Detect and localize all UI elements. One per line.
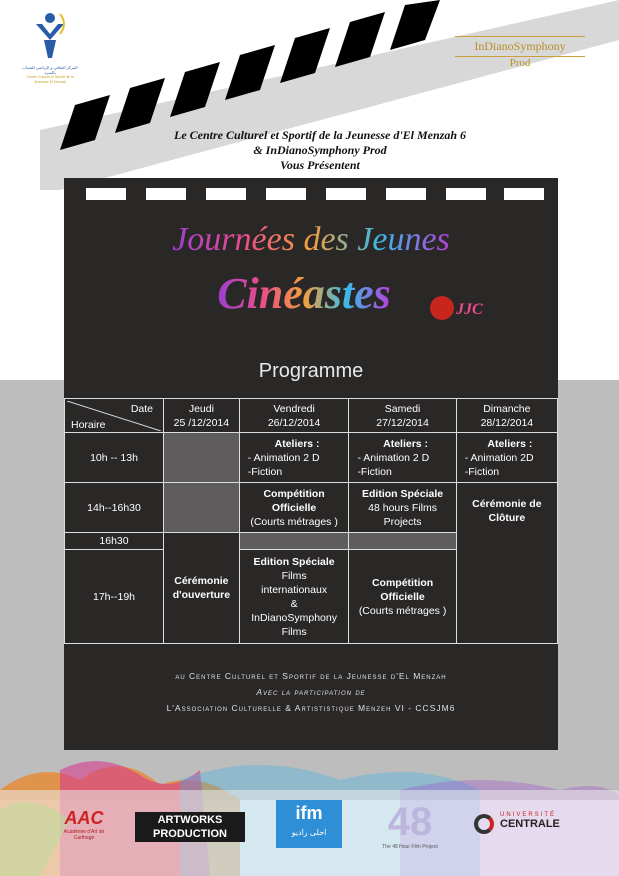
universite-centrale-logo <box>470 812 570 838</box>
universite-mark-icon <box>474 814 494 834</box>
ceremonie-ouverture <box>164 533 240 644</box>
day-header-vendredi <box>239 399 349 433</box>
footer-line1: au Centre Culturel et Sportif de la Jeunesse d'El Menzah <box>175 671 447 681</box>
title-line2: Cinéastes <box>217 269 391 318</box>
footer-line3: L'Association Culturelle & Artististique Menzeh VI - CCSJM6 <box>166 703 456 713</box>
title-line1: Journées des Jeunes <box>172 221 450 258</box>
event-line: 48 hours Films <box>368 501 437 514</box>
centre-culturel-logo <box>20 10 80 90</box>
event-line: Compétition <box>371 576 434 589</box>
logo-right-line2: Prod <box>509 57 531 69</box>
intro-line1: Le Centre Culturel et Sportif de la Jeunesse d'El Menzah 6 <box>173 128 467 142</box>
day-header-samedi <box>349 399 456 433</box>
time-cell: 14h--16h30 <box>65 483 164 533</box>
day-name: Dimanche <box>483 402 531 415</box>
ateliers-item: - Animation 2D <box>464 451 534 464</box>
ifm-logo <box>276 800 342 848</box>
ateliers-item: - Animation 2 D <box>357 451 430 464</box>
time-cell: 10h -- 13h <box>65 433 164 483</box>
event-line: Projects <box>383 515 422 528</box>
footer-line2: Avec la participation de <box>256 687 366 697</box>
jjc-badge-icon <box>430 296 454 320</box>
event-line: Compétition <box>263 487 325 500</box>
48-hour-logo <box>380 800 440 856</box>
empty-cell <box>349 533 456 550</box>
event-line: Officielle <box>380 590 425 603</box>
event-line: Cérémonie de <box>472 498 542 510</box>
clapperboard-panel <box>64 178 558 750</box>
schedule-row-morning <box>65 433 558 483</box>
event-line: Cérémonie <box>174 575 229 587</box>
event-line: Edition Spéciale <box>253 555 335 568</box>
day-name: Samedi <box>384 402 421 415</box>
festival-title <box>64 208 558 348</box>
event-line: InDianoSymphony <box>251 611 337 624</box>
programme-label: Programme <box>258 360 364 382</box>
clapper-holes <box>64 178 558 210</box>
event-line: Officielle <box>271 501 317 514</box>
event-line: Edition Spéciale <box>362 487 444 500</box>
event-line: Clôture <box>488 512 526 524</box>
intro-text <box>100 128 540 173</box>
ateliers-item: -Fiction <box>464 465 500 478</box>
indianosymphony-logo <box>455 36 585 76</box>
uc-small: UNIVERSITÉ <box>500 812 557 818</box>
schedule-header-row <box>65 399 558 433</box>
corner-date: Date <box>130 402 153 415</box>
day-header-jeudi <box>164 399 240 433</box>
event-line: (Courts métrages ) <box>250 515 338 528</box>
competition-vendredi <box>239 483 349 533</box>
event-line: (Courts métrages ) <box>358 604 447 617</box>
event-line: internationaux <box>261 583 328 596</box>
ateliers-item: - Animation 2 D <box>247 451 320 464</box>
empty-cell <box>164 483 240 533</box>
day-date: 26/12/2014 <box>267 416 321 429</box>
event-line: Films <box>281 569 307 582</box>
artworks-line2: PRODUCTION <box>153 828 227 840</box>
schedule-table <box>64 398 558 644</box>
ateliers-item: -Fiction <box>357 465 392 478</box>
day-date: 28/12/2014 <box>480 416 534 429</box>
day-header-dimanche <box>456 399 557 433</box>
ceremonie-cloture <box>456 483 557 644</box>
competition-samedi <box>349 550 456 644</box>
48-sub: The 48 Hour Film Project <box>382 844 438 850</box>
ifm-text: ifm <box>295 803 323 823</box>
logo-left-french: Centre Culturel et Sportif de la Jeunesse El Menzah <box>26 75 74 84</box>
ateliers-title: Ateliers : <box>383 437 429 450</box>
intro-line3: Vous Présentent <box>280 158 360 172</box>
ifm-sub: احلى راديو <box>291 828 327 837</box>
corner-horaire: Horaire <box>71 418 106 431</box>
event-line: Films <box>281 625 307 638</box>
schedule-row-afternoon <box>65 483 558 533</box>
ateliers-dimanche <box>456 433 557 483</box>
ateliers-title: Ateliers : <box>274 437 320 450</box>
ateliers-item: -Fiction <box>247 465 283 478</box>
day-name: Jeudi <box>188 402 214 415</box>
48-text: 48 <box>387 800 433 844</box>
aac-logo <box>54 808 114 841</box>
logo-right-line1: InDianoSymphony <box>455 36 585 57</box>
artworks-line1: ARTWORKS <box>157 814 223 826</box>
ateliers-title: Ateliers : <box>487 437 533 450</box>
day-date: 25 /12/2014 <box>173 416 230 429</box>
time-cell: 17h--19h <box>65 550 164 644</box>
uc-name: CENTRALE <box>500 818 560 830</box>
day-date: 27/12/2014 <box>376 416 429 429</box>
corner-cell <box>65 399 164 433</box>
venue-footer <box>64 668 558 716</box>
corner-diagonal <box>67 401 161 431</box>
figure-logo-icon <box>30 10 70 60</box>
ateliers-samedi <box>349 433 456 483</box>
aac-text: AAC <box>64 808 104 828</box>
edition-vendredi <box>239 550 349 644</box>
day-name: Vendredi <box>273 402 315 415</box>
logo-left-arabic: المركز الثقافي و الرياضي للشباب بالمنزه <box>22 65 78 75</box>
intro-line2: & InDianoSymphony Prod <box>253 143 387 157</box>
artworks-logo <box>135 812 245 842</box>
ateliers-vendredi <box>239 433 349 483</box>
empty-cell <box>164 433 240 483</box>
event-line: & <box>290 597 298 610</box>
time-cell: 16h30 <box>65 533 164 550</box>
edition-samedi <box>349 483 456 533</box>
event-line: d'ouverture <box>172 589 231 601</box>
title-badge: JJC <box>456 301 483 318</box>
empty-cell <box>239 533 349 550</box>
aac-sub: Académie d'Art de Carthage <box>63 829 105 841</box>
